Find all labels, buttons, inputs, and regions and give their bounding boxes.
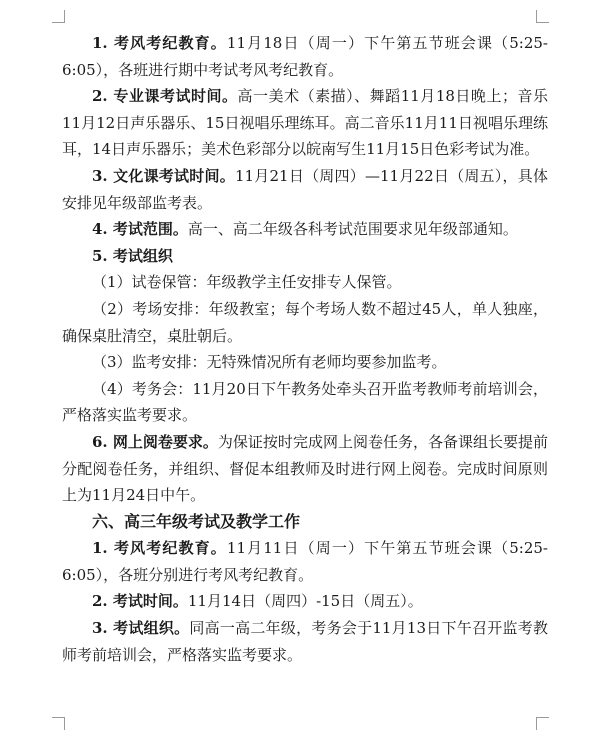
org-item-exam-room: （2）考场安排：年级教室；每个考场人数不超过45人，单人独座，确保桌肚清空，桌肚朝后。 <box>62 299 548 345</box>
paragraph-g3-exam-time: 2. 考试时间。11月14日（周四）-15日（周五）。 <box>92 592 423 611</box>
corner-mark-bottom-left <box>52 717 65 730</box>
corner-mark-top-right <box>536 10 549 23</box>
paragraph-culture-exam-time: 3. 文化课考试时间。11月21日（周四）—11月22日（周五），具体安排见年级部监考表。 <box>62 166 548 212</box>
corner-mark-bottom-right <box>536 717 549 730</box>
org-item-paper-custody: （1）试卷保管：年级教学主任安排专人保管。 <box>92 273 402 292</box>
org-item-exam-meeting: （4）考务会：11月20日下午教务处牵头召开监考教师考前培训会，严格落实监考要求。 <box>62 379 548 425</box>
paragraph-online-marking: 6. 网上阅卷要求。为保证按时完成网上阅卷任务，各备课组长要提前分配阅卷任务，并组织、督促本组教师及时进行网上阅卷。完成时间原则上为11月24日中午。 <box>62 432 548 505</box>
paragraph-exam-discipline: 1. 考风考纪教育。11月18日（周一）下午第五节班会课（5:25-6:05），各班进行期中考试考风考纪教育。 <box>62 34 548 79</box>
document-body <box>62 30 548 668</box>
corner-mark-top-left <box>52 10 65 23</box>
paragraph-specialty-exam-time: 2. 专业课考试时间。高一美术（素描）、舞蹈11月18日晚上；音乐11月12日声乐器乐、15日视唱乐理练耳。高二音乐11月11日视唱乐理练耳，14日声乐器乐；美术色彩部分以皖南写生11月15日色彩考试为准。 <box>62 87 548 159</box>
paragraph-exam-organization: 5. 考试组织 <box>92 246 173 265</box>
paragraph-g3-discipline: 1. 考风考纪教育。11月11日（周一）下午第五节班会课（5:25-6:05），各班分别进行考风考纪教育。 <box>62 539 548 584</box>
org-item-invigilation: （3）监考安排：无特殊情况所有老师均要参加监考。 <box>92 353 447 372</box>
paragraph-exam-scope: 4. 考试范围。高一、高二年级各科考试范围要求见年级部通知。 <box>92 220 518 239</box>
section-heading-grade3: 六、高三年级考试及教学工作 <box>92 511 301 531</box>
paragraph-g3-organization: 3. 考试组织。同高一高二年级，考务会于11月13日下午召开监考教师考前培训会，严格落实监考要求。 <box>62 619 548 664</box>
